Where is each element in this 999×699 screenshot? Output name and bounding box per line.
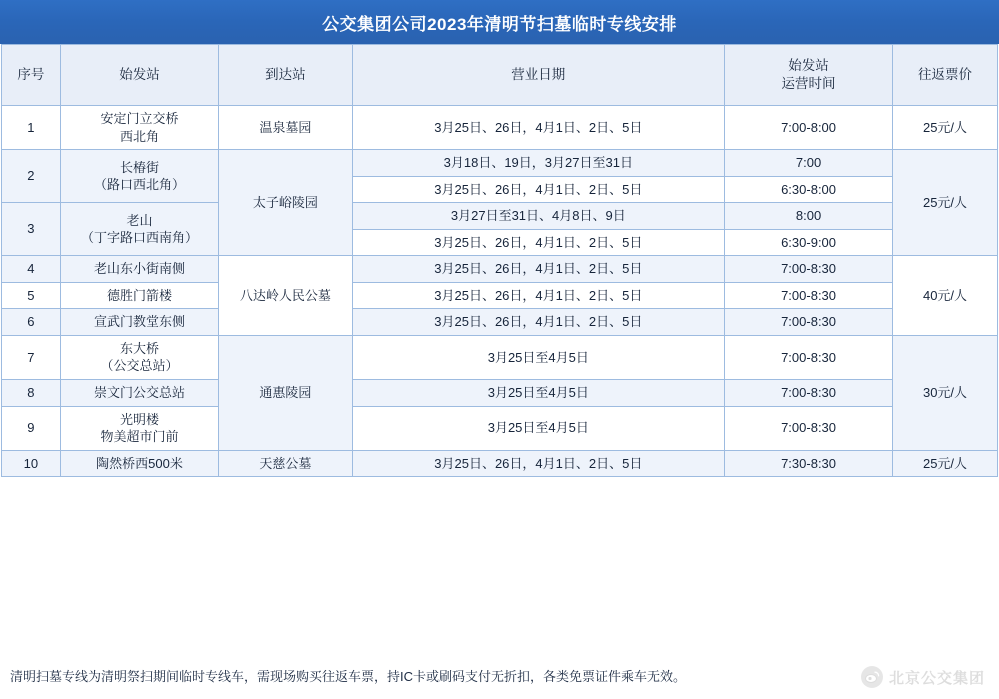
table-row: [2, 406, 998, 450]
cell-start: 陶然桥西500米: [60, 450, 218, 477]
footer: [0, 655, 999, 699]
watermark: [861, 666, 989, 688]
cell-no: 3: [2, 203, 61, 256]
cell-time: 6:30-9:00: [725, 229, 893, 256]
cell-dates: 3月18日、19日，3月27日至31日: [352, 150, 725, 177]
table-header: [2, 45, 998, 106]
cell-fare: 40元/人: [893, 256, 998, 336]
cell-dates: 3月25日、26日，4月1日、2日、5日: [352, 256, 725, 283]
cell-time: 7:00-8:00: [725, 106, 893, 150]
document-title-bar: [0, 0, 999, 44]
cell-start-line1: 老山: [126, 212, 153, 228]
cell-time: 7:30-8:30: [725, 450, 893, 477]
weibo-icon: [861, 666, 883, 688]
cell-dest: 八达岭人民公墓: [219, 256, 352, 336]
column-header-time: [725, 45, 893, 106]
cell-dest: 通惠陵园: [219, 335, 352, 450]
cell-start-line2: （路口西北角）: [93, 177, 185, 193]
cell-dates: 3月25日、26日，4月1日、2日、5日: [352, 106, 725, 150]
column-header-no: 序号: [2, 45, 61, 106]
cell-no: 1: [2, 106, 61, 150]
cell-fare: 25元/人: [893, 450, 998, 477]
cell-fare: 25元/人: [893, 106, 998, 150]
table-row: [2, 106, 998, 150]
table-row: [2, 309, 998, 336]
cell-dates: 3月25日、26日，4月1日、2日、5日: [352, 282, 725, 309]
cell-start-line2: 物美超市门前: [100, 429, 179, 445]
cell-dates: 3月27日至31日、4月8日、9日: [352, 203, 725, 230]
cell-time: 7:00-8:30: [725, 335, 893, 379]
cell-time: 7:00-8:30: [725, 406, 893, 450]
cell-time: 7:00: [725, 150, 893, 177]
table-row: [2, 380, 998, 407]
cell-no: 5: [2, 282, 61, 309]
column-header-time-line2: 运营时间: [781, 76, 836, 91]
cell-start-line1: 光明楼: [119, 411, 159, 427]
cell-start: [60, 106, 218, 150]
cell-dates: 3月25日、26日，4月1日、2日、5日: [352, 450, 725, 477]
cell-dest: 温泉墓园: [219, 106, 352, 150]
cell-start-line1: 长椿街: [119, 159, 159, 175]
cell-start: 宣武门教堂东侧: [60, 309, 218, 336]
cell-start: 崇文门公交总站: [60, 380, 218, 407]
table-row: [2, 203, 998, 230]
cell-time: 8:00: [725, 203, 893, 230]
cell-dest: 太子峪陵园: [219, 150, 352, 256]
table-row: [2, 150, 998, 177]
cell-dates: 3月25日至4月5日: [352, 335, 725, 379]
cell-start-line2: 西北角: [119, 128, 159, 144]
column-header-fare: 往返票价: [893, 45, 998, 106]
table-header-row: [2, 45, 998, 106]
table-row: [2, 335, 998, 379]
cell-dates: 3月25日、26日，4月1日、2日、5日: [352, 309, 725, 336]
cell-start-line1: 东大桥: [119, 340, 159, 356]
cell-time: 7:00-8:30: [725, 282, 893, 309]
schedule-table: [1, 44, 998, 477]
cell-no: 8: [2, 380, 61, 407]
cell-start-line2: （公交总站）: [100, 358, 179, 374]
cell-dest: 天慈公墓: [219, 450, 352, 477]
cell-dates: 3月25日、26日，4月1日、2日、5日: [352, 176, 725, 203]
cell-time: 7:00-8:30: [725, 309, 893, 336]
column-header-dates: 营业日期: [352, 45, 725, 106]
cell-no: 7: [2, 335, 61, 379]
cell-dates: 3月25日、26日，4月1日、2日、5日: [352, 229, 725, 256]
cell-start-line2: （丁字路口西南角）: [80, 230, 198, 246]
page-title: 公交集团公司2023年清明节扫墓临时专线安排: [322, 14, 677, 34]
cell-start: [60, 203, 218, 256]
cell-start: [60, 406, 218, 450]
table-row: [2, 450, 998, 477]
cell-start: [60, 335, 218, 379]
cell-start-line1: 安定门立交桥: [100, 111, 179, 126]
cell-no: 4: [2, 256, 61, 283]
column-header-dest: 到达站: [219, 45, 352, 106]
cell-no: 9: [2, 406, 61, 450]
cell-dates: 3月25日至4月5日: [352, 406, 725, 450]
cell-dates: 3月25日至4月5日: [352, 380, 725, 407]
cell-start: 老山东小街南侧: [60, 256, 218, 283]
cell-time: 7:00-8:30: [725, 380, 893, 407]
table-body: [2, 106, 998, 477]
cell-no: 6: [2, 309, 61, 336]
table-row: [2, 282, 998, 309]
cell-no: 10: [2, 450, 61, 477]
watermark-label: 北京公交集团: [888, 669, 985, 687]
cell-no: 2: [2, 150, 61, 203]
table-row: [2, 256, 998, 283]
cell-start: [60, 150, 218, 203]
cell-time: 7:00-8:30: [725, 256, 893, 283]
column-header-start: 始发站: [60, 45, 218, 106]
cell-fare: 30元/人: [893, 335, 998, 450]
cell-fare: 25元/人: [893, 150, 998, 256]
cell-start: 德胜门箭楼: [60, 282, 218, 309]
cell-time: 6:30-8:00: [725, 176, 893, 203]
footer-note: 清明扫墓专线为清明祭扫期间临时专线车，需现场购买往返车票，持IC卡或刷码支付无折扣，各类免票证件乘车无效。: [10, 668, 687, 684]
column-header-time-line1: 始发站: [788, 57, 829, 73]
